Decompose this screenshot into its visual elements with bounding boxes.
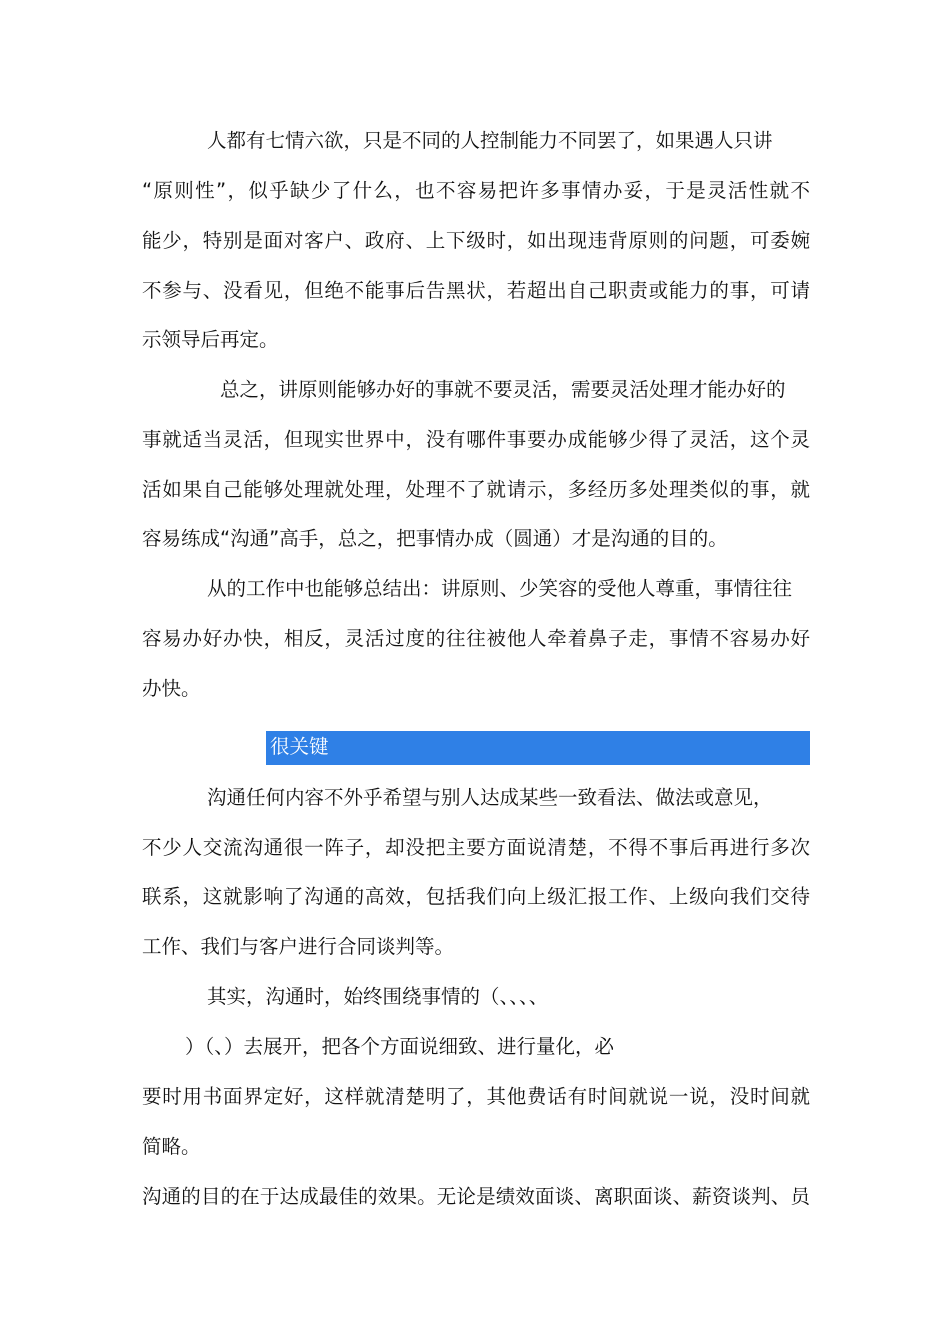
paragraph-3-line-1: 从的工作中也能够总结出：讲原则、少笑容的受他人尊重，事情往往	[207, 577, 793, 600]
highlighted-heading	[266, 731, 810, 765]
paragraph-3-line-3: 办快。	[142, 677, 201, 700]
paragraph-2-line-3: 活如果自己能够处理就处理，处理不了就请示，多经历多处理类似的事，就	[142, 478, 810, 501]
paragraph-5-line-1: 其实，沟通时，始终围绕事情的（、、、、	[207, 985, 549, 1008]
paragraph-2-line-4: 容易练成“沟通”高手，总之，把事情办成（圆通）才是沟通的目的。	[142, 527, 728, 550]
paragraph-3-line-2: 容易办好办快，相反，灵活过度的往往被他人牵着鼻子走，事情不容易办好	[142, 627, 810, 650]
paragraph-5-line-3: 要时用书面界定好，这样就清楚明了，其他费话有时间就说一说，没时间就	[142, 1085, 810, 1108]
paragraph-5-line-4: 简略。	[142, 1135, 201, 1158]
paragraph-2-line-2: 事就适当灵活，但现实世界中，没有哪件事要办成能够少得了灵活，这个灵	[142, 428, 810, 451]
highlighted-heading-text: 很关键	[270, 735, 329, 758]
paragraph-4-line-4: 工作、我们与客户进行合同谈判等。	[142, 935, 455, 958]
paragraph-1-line-4: 不参与、没看见，但绝不能事后告黑状，若超出自己职责或能力的事，可请	[142, 279, 810, 302]
paragraph-1-line-3: 能少，特别是面对客户、政府、上下级时，如出现违背原则的问题，可委婉	[142, 229, 810, 252]
paragraph-4-line-3: 联系，这就影响了沟通的高效，包括我们向上级汇报工作、上级向我们交待	[142, 885, 810, 908]
paragraph-6-line-1: 沟通的目的在于达成最佳的效果。无论是绩效面谈、离职面谈、薪资谈判、员	[142, 1185, 810, 1208]
paragraph-1-line-5: 示领导后再定。	[142, 328, 279, 351]
paragraph-4-line-2: 不少人交流沟通很一阵子，却没把主要方面说清楚，不得不事后再进行多次	[142, 836, 810, 859]
paragraph-4-line-1: 沟通任何内容不外乎希望与别人达成某些一致看法、做法或意见，	[207, 786, 773, 809]
paragraph-1-line-1: 人都有七情六欲，只是不同的人控制能力不同罢了，如果遇人只讲	[207, 129, 773, 152]
paragraph-2-line-1: 总之，讲原则能够办好的事就不要灵活，需要灵活处理才能办好的	[220, 378, 786, 401]
paragraph-1-line-2: “原则性”，似乎缺少了什么，也不容易把许多事情办妥，于是灵活性就不	[142, 179, 810, 202]
paragraph-5-line-2: ）（、）去展开，把各个方面说细致、进行量化，必	[185, 1035, 615, 1058]
